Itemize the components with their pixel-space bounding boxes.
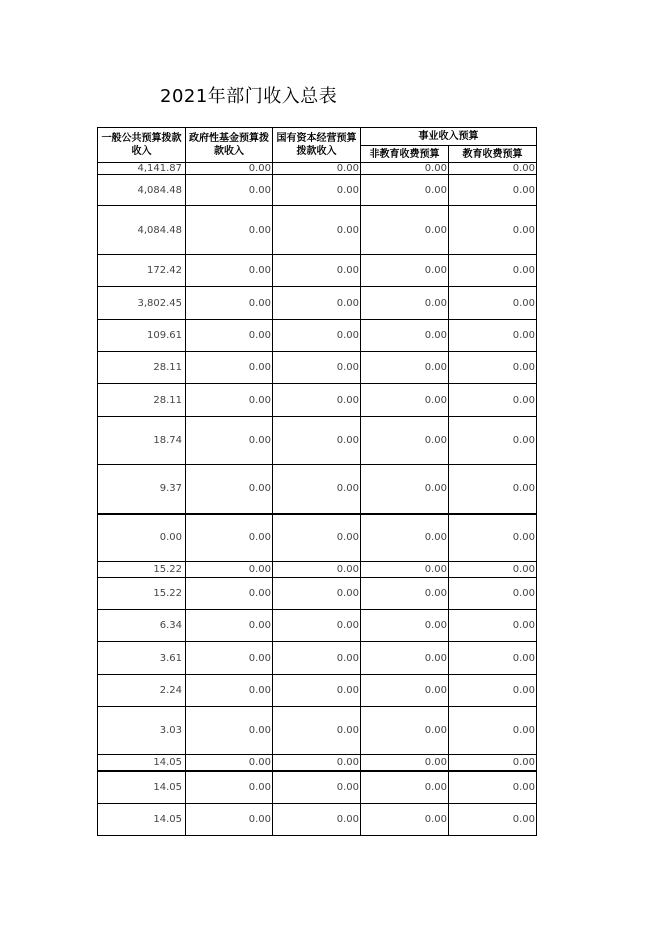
cell-value: 0.00: [273, 163, 361, 175]
cell-value: 0.00: [449, 384, 537, 417]
cell-general-budget: 6.34: [98, 610, 186, 642]
cell-value: 0.00: [449, 320, 537, 352]
header-gov-fund-budget: 政府性基金预算拨款收入: [186, 128, 273, 163]
cell-value: 0.00: [273, 255, 361, 287]
table-row: [98, 287, 537, 320]
header-state-capital-budget: 国有资本经营预算拨款收入: [273, 128, 361, 163]
cell-value: 0.00: [449, 675, 537, 707]
header-business-income-group: 事业收入预算: [361, 128, 537, 146]
cell-value: 0.00: [273, 771, 361, 804]
cell-value: 0.00: [273, 610, 361, 642]
cell-value: 0.00: [449, 163, 537, 175]
cell-value: 0.00: [186, 514, 273, 562]
cell-value: 0.00: [273, 675, 361, 707]
cell-value: 0.00: [449, 804, 537, 836]
cell-value: 0.00: [273, 384, 361, 417]
cell-value: 0.00: [361, 163, 449, 175]
cell-value: 0.00: [186, 642, 273, 675]
table-row: [98, 175, 537, 206]
table-row: [98, 514, 537, 562]
cell-value: 0.00: [361, 675, 449, 707]
cell-value: 0.00: [449, 352, 537, 384]
cell-value: 0.00: [449, 514, 537, 562]
cell-value: 0.00: [361, 610, 449, 642]
cell-value: 0.00: [273, 755, 361, 771]
cell-general-budget: 3.61: [98, 642, 186, 675]
cell-value: 0.00: [273, 514, 361, 562]
cell-value: 0.00: [273, 804, 361, 836]
table-header: [98, 128, 537, 163]
cell-value: 0.00: [449, 287, 537, 320]
cell-value: 0.00: [449, 206, 537, 255]
cell-value: 0.00: [186, 287, 273, 320]
cell-value: 0.00: [361, 755, 449, 771]
cell-value: 0.00: [449, 755, 537, 771]
cell-value: 0.00: [361, 514, 449, 562]
table-row: [98, 675, 537, 707]
cell-value: 0.00: [273, 417, 361, 465]
cell-value: 0.00: [186, 578, 273, 610]
table-row: [98, 352, 537, 384]
cell-value: 0.00: [273, 465, 361, 514]
cell-value: 0.00: [273, 206, 361, 255]
table-row: [98, 384, 537, 417]
cell-value: 0.00: [361, 578, 449, 610]
table-row: [98, 755, 537, 771]
cell-general-budget: 0.00: [98, 514, 186, 562]
cell-general-budget: 4,141.87: [98, 163, 186, 175]
cell-value: 0.00: [361, 287, 449, 320]
table-row: [98, 320, 537, 352]
cell-value: 0.00: [449, 771, 537, 804]
table-row: [98, 562, 537, 578]
table-row: [98, 578, 537, 610]
cell-value: 0.00: [186, 384, 273, 417]
table-row: [98, 255, 537, 287]
cell-value: 0.00: [361, 320, 449, 352]
cell-value: 0.00: [361, 707, 449, 755]
cell-value: 0.00: [449, 255, 537, 287]
cell-value: 0.00: [186, 352, 273, 384]
page-title: 2021年部门收入总表: [160, 86, 338, 107]
cell-value: 0.00: [449, 642, 537, 675]
header-general-budget: 一般公共预算拨款收入: [98, 128, 186, 163]
cell-value: 0.00: [273, 562, 361, 578]
cell-general-budget: 9.37: [98, 465, 186, 514]
cell-value: 0.00: [449, 465, 537, 514]
table-row: [98, 163, 537, 175]
cell-value: 0.00: [273, 642, 361, 675]
table-row: [98, 804, 537, 836]
cell-general-budget: 15.22: [98, 562, 186, 578]
cell-value: 0.00: [186, 320, 273, 352]
cell-value: 0.00: [361, 562, 449, 578]
cell-value: 0.00: [273, 578, 361, 610]
cell-value: 0.00: [361, 384, 449, 417]
cell-general-budget: 109.61: [98, 320, 186, 352]
cell-value: 0.00: [273, 287, 361, 320]
cell-general-budget: 4,084.48: [98, 206, 186, 255]
cell-value: 0.00: [273, 707, 361, 755]
cell-value: 0.00: [186, 771, 273, 804]
cell-value: 0.00: [449, 578, 537, 610]
cell-value: 0.00: [449, 610, 537, 642]
cell-value: 0.00: [186, 465, 273, 514]
cell-value: 0.00: [273, 320, 361, 352]
cell-value: 0.00: [361, 642, 449, 675]
cell-value: 0.00: [273, 352, 361, 384]
cell-general-budget: 14.05: [98, 771, 186, 804]
table-row: [98, 610, 537, 642]
cell-value: 0.00: [449, 417, 537, 465]
table-row: [98, 417, 537, 465]
cell-value: 0.00: [361, 206, 449, 255]
table-row: [98, 707, 537, 755]
cell-general-budget: 3,802.45: [98, 287, 186, 320]
income-summary-table: [97, 127, 537, 836]
cell-general-budget: 28.11: [98, 384, 186, 417]
cell-value: 0.00: [361, 352, 449, 384]
cell-value: 0.00: [449, 707, 537, 755]
cell-general-budget: 18.74: [98, 417, 186, 465]
cell-general-budget: 14.05: [98, 755, 186, 771]
table-row: [98, 771, 537, 804]
cell-value: 0.00: [186, 417, 273, 465]
cell-general-budget: 4,084.48: [98, 175, 186, 206]
cell-value: 0.00: [361, 255, 449, 287]
cell-value: 0.00: [186, 610, 273, 642]
cell-value: 0.00: [361, 465, 449, 514]
cell-general-budget: 14.05: [98, 804, 186, 836]
cell-general-budget: 172.42: [98, 255, 186, 287]
table-body: [98, 163, 537, 836]
table-row: [98, 642, 537, 675]
cell-value: 0.00: [361, 175, 449, 206]
cell-general-budget: 28.11: [98, 352, 186, 384]
cell-value: 0.00: [273, 175, 361, 206]
cell-value: 0.00: [449, 175, 537, 206]
cell-value: 0.00: [186, 562, 273, 578]
cell-general-budget: 15.22: [98, 578, 186, 610]
cell-value: 0.00: [186, 707, 273, 755]
cell-value: 0.00: [186, 255, 273, 287]
table-row: [98, 465, 537, 514]
cell-value: 0.00: [186, 804, 273, 836]
header-education-fees: 教育收费预算: [449, 146, 537, 163]
cell-value: 0.00: [361, 417, 449, 465]
cell-value: 0.00: [361, 804, 449, 836]
header-non-education-fees: 非教育收费预算: [361, 146, 449, 163]
cell-general-budget: 2.24: [98, 675, 186, 707]
table-row: [98, 206, 537, 255]
cell-value: 0.00: [186, 755, 273, 771]
cell-value: 0.00: [449, 562, 537, 578]
cell-value: 0.00: [361, 771, 449, 804]
cell-value: 0.00: [186, 206, 273, 255]
cell-value: 0.00: [186, 675, 273, 707]
cell-value: 0.00: [186, 163, 273, 175]
cell-general-budget: 3.03: [98, 707, 186, 755]
cell-value: 0.00: [186, 175, 273, 206]
